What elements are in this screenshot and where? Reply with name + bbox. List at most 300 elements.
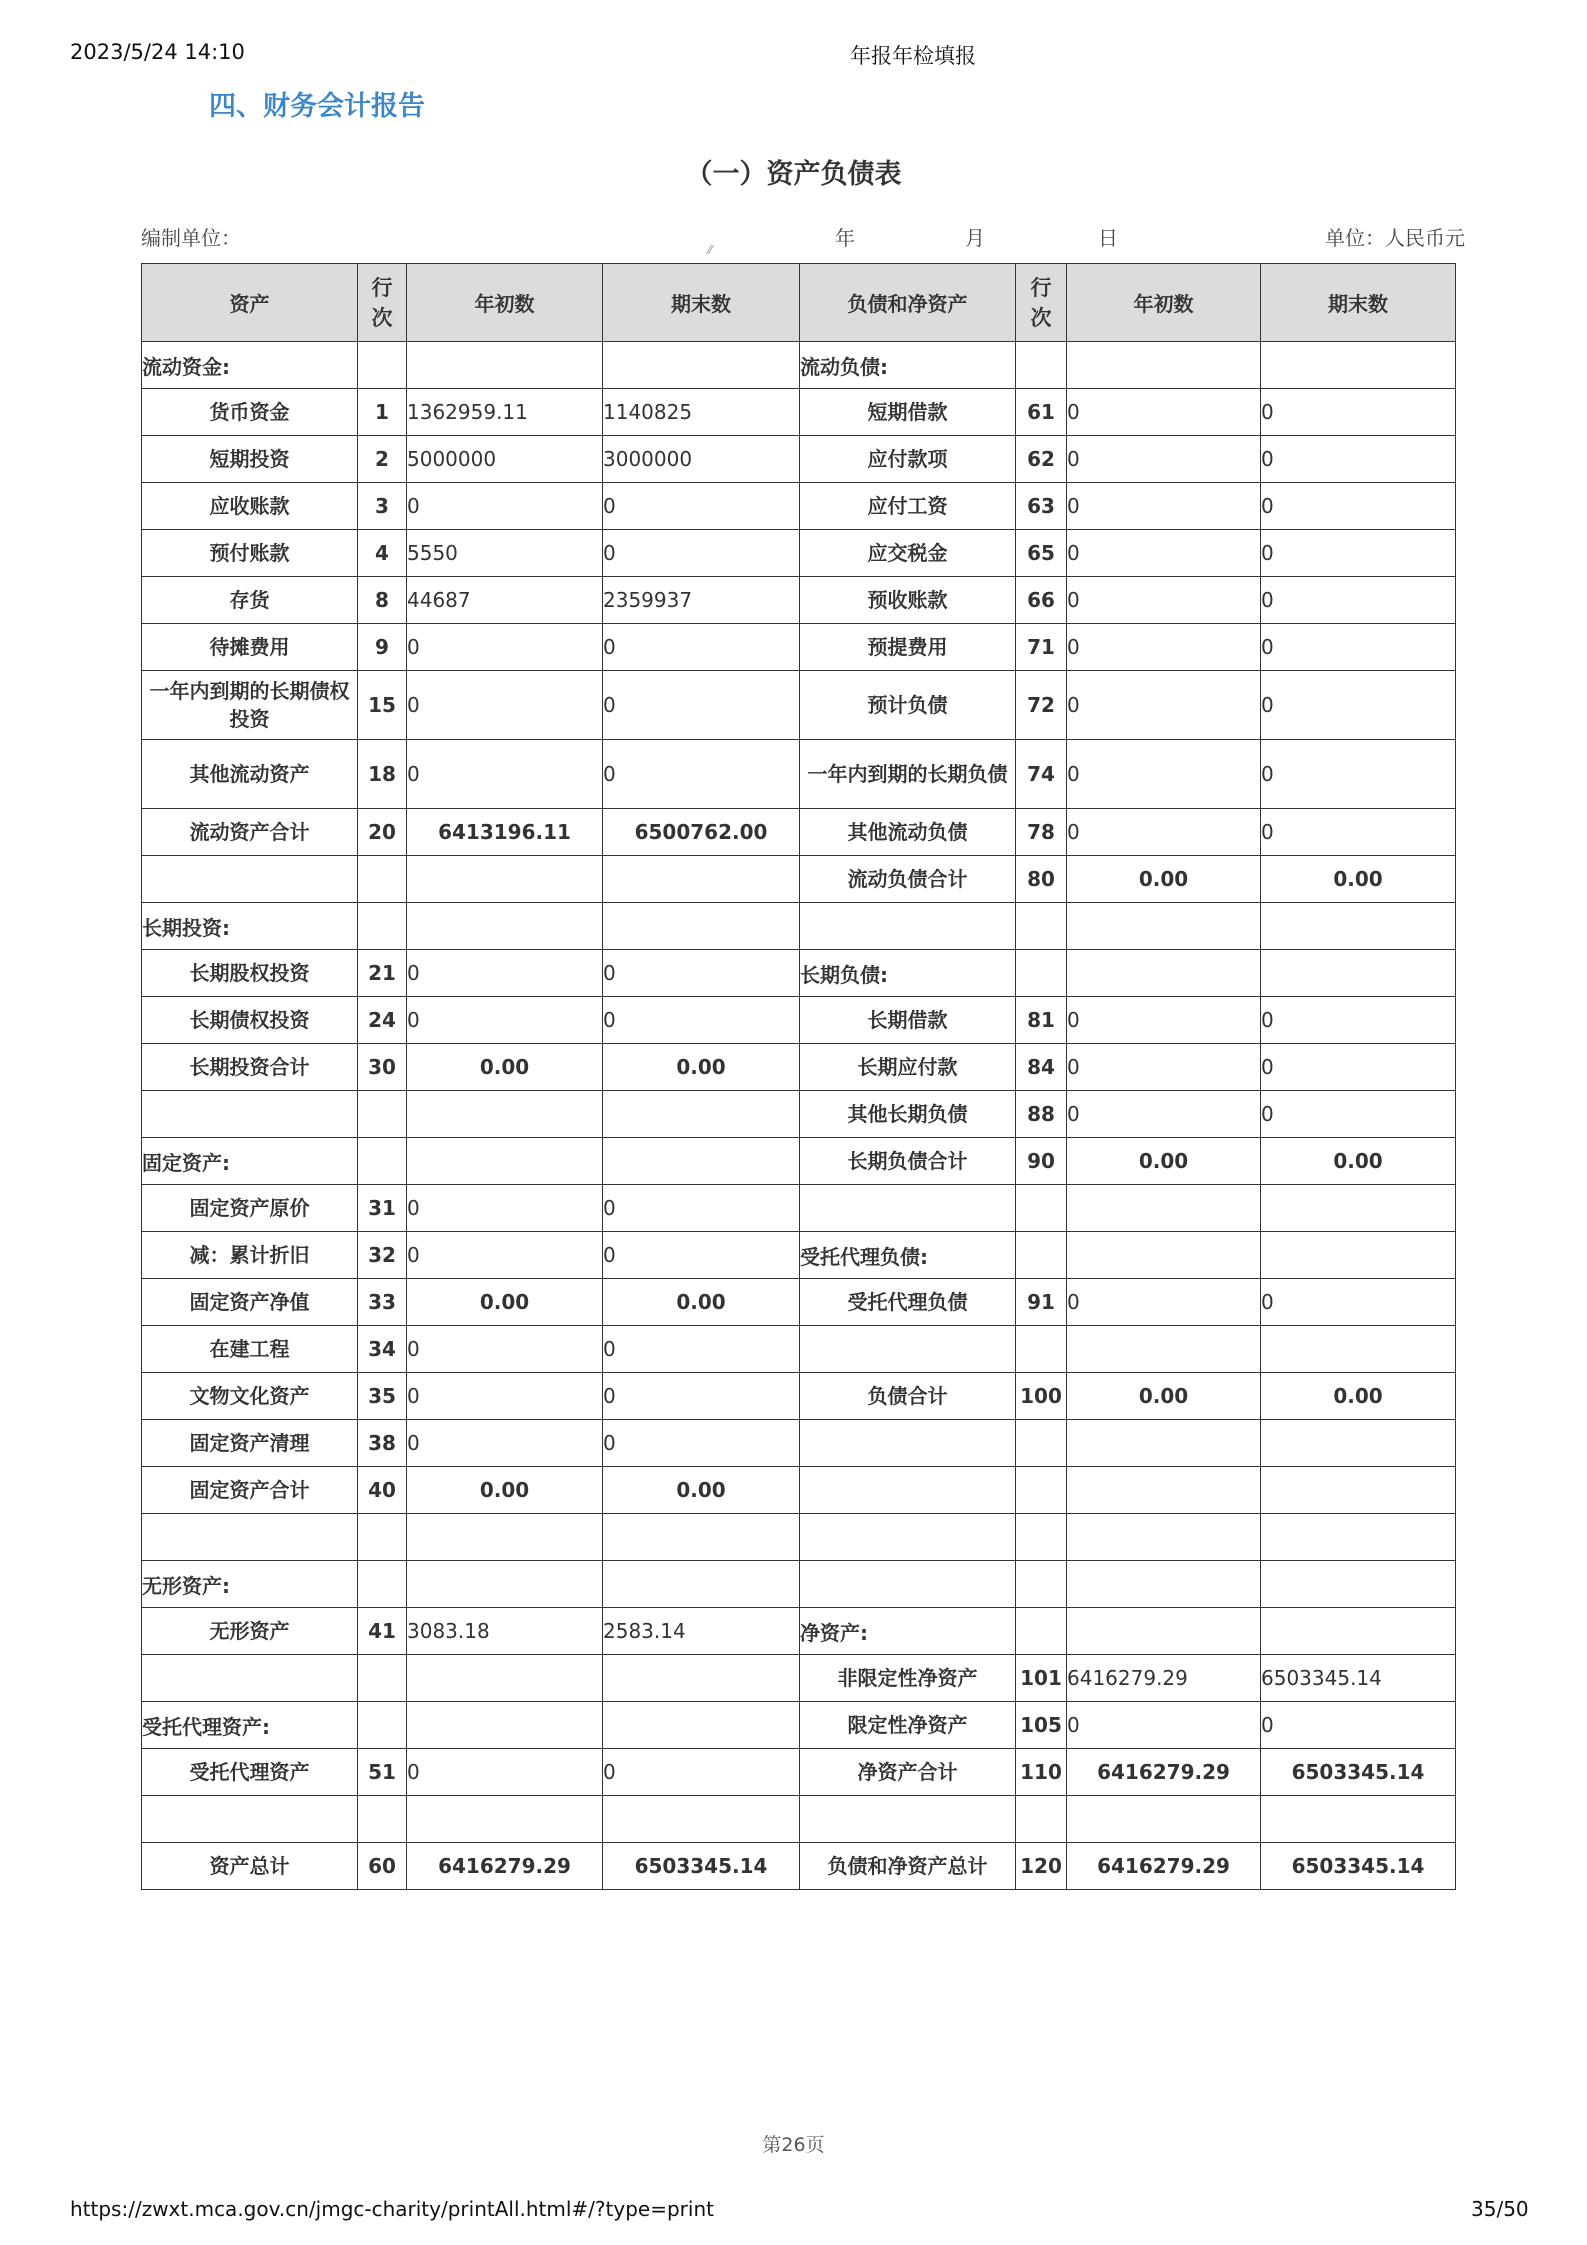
line-number: 8 — [358, 577, 407, 624]
end-value — [603, 903, 800, 950]
line-number: 51 — [358, 1749, 407, 1796]
item-label: 负债合计 — [800, 1373, 1016, 1420]
table-row — [142, 671, 1456, 740]
category-label: 无形资产: — [142, 1561, 358, 1608]
end-value: 0 — [603, 1185, 800, 1232]
item-label — [800, 1796, 1016, 1843]
end-value — [603, 1514, 800, 1561]
begin-value: 0 — [1067, 809, 1261, 856]
line-number: 74 — [1016, 740, 1067, 809]
end-value: 0.00 — [603, 1467, 800, 1514]
item-label: 应收账款 — [142, 483, 358, 530]
begin-value: 0 — [407, 1373, 603, 1420]
begin-value: 0 — [407, 1420, 603, 1467]
table-row — [142, 1561, 1456, 1608]
begin-value: 0 — [1067, 530, 1261, 577]
item-label — [142, 1091, 358, 1138]
item-label — [800, 1467, 1016, 1514]
end-value: 0 — [603, 530, 800, 577]
begin-value: 0 — [1067, 671, 1261, 740]
item-label: 长期应付款 — [800, 1044, 1016, 1091]
line-number: 41 — [358, 1608, 407, 1655]
item-label — [142, 1796, 358, 1843]
end-value: 0.00 — [1261, 1373, 1456, 1420]
line-number — [1016, 1561, 1067, 1608]
line-number: 40 — [358, 1467, 407, 1514]
line-number: 81 — [1016, 997, 1067, 1044]
begin-value: 5550 — [407, 530, 603, 577]
begin-value — [1067, 1467, 1261, 1514]
line-number — [1016, 1467, 1067, 1514]
line-number — [1016, 1514, 1067, 1561]
end-value: 0.00 — [603, 1279, 800, 1326]
end-value — [1261, 1561, 1456, 1608]
begin-value: 0 — [407, 671, 603, 740]
begin-value — [1067, 1514, 1261, 1561]
end-value: 0 — [1261, 740, 1456, 809]
item-label: 一年内到期的长期债权投资 — [142, 671, 358, 740]
begin-value: 1362959.11 — [407, 389, 603, 436]
line-number: 120 — [1016, 1843, 1067, 1890]
line-number: 72 — [1016, 671, 1067, 740]
begin-value: 0.00 — [1067, 1138, 1261, 1185]
table-row — [142, 1279, 1456, 1326]
end-value: 0 — [603, 1232, 800, 1279]
end-value — [603, 342, 800, 389]
begin-value: 0.00 — [407, 1279, 603, 1326]
end-value — [603, 1561, 800, 1608]
end-value: 1140825 — [603, 389, 800, 436]
line-number: 21 — [358, 950, 407, 997]
item-label: 短期借款 — [800, 389, 1016, 436]
begin-value: 0 — [1067, 740, 1261, 809]
line-number: 90 — [1016, 1138, 1067, 1185]
line-number — [358, 1138, 407, 1185]
item-label: 无形资产 — [142, 1608, 358, 1655]
begin-value — [407, 1655, 603, 1702]
item-label — [800, 1185, 1016, 1232]
line-number: 24 — [358, 997, 407, 1044]
line-number: 80 — [1016, 856, 1067, 903]
category-label: 受托代理资产: — [142, 1702, 358, 1749]
item-label: 受托代理负债 — [800, 1279, 1016, 1326]
print-datetime: 2023/5/24 14:10 — [70, 40, 245, 64]
begin-value: 0.00 — [1067, 856, 1261, 903]
header-line-right — [1016, 264, 1067, 342]
end-value: 0 — [1261, 530, 1456, 577]
table-header-row — [142, 264, 1456, 342]
line-number: 33 — [358, 1279, 407, 1326]
line-number: 9 — [358, 624, 407, 671]
end-value: 0 — [603, 671, 800, 740]
item-label: 负债和净资产总计 — [800, 1843, 1016, 1890]
line-number: 65 — [1016, 530, 1067, 577]
footer-page-count: 35/50 — [1471, 2197, 1529, 2221]
begin-value: 0 — [407, 624, 603, 671]
category-label: 长期负债: — [800, 950, 1016, 997]
item-label — [800, 1326, 1016, 1373]
line-number: 61 — [1016, 389, 1067, 436]
item-label: 长期投资合计 — [142, 1044, 358, 1091]
line-number: 60 — [358, 1843, 407, 1890]
begin-value: 0 — [407, 1185, 603, 1232]
month-label: 月 — [965, 226, 985, 250]
item-label — [800, 1420, 1016, 1467]
end-value: 0 — [1261, 436, 1456, 483]
item-label — [142, 1514, 358, 1561]
end-value: 0 — [1261, 809, 1456, 856]
begin-value: 6416279.29 — [407, 1843, 603, 1890]
line-number: 105 — [1016, 1702, 1067, 1749]
end-value: 0 — [1261, 1279, 1456, 1326]
table-title: （一）资产负债表 — [685, 159, 902, 190]
end-value: 6503345.14 — [1261, 1843, 1456, 1890]
item-label: 减：累计折旧 — [142, 1232, 358, 1279]
begin-value — [1067, 950, 1261, 997]
begin-value: 0.00 — [407, 1467, 603, 1514]
item-label: 资产总计 — [142, 1843, 358, 1890]
table-row — [142, 740, 1456, 809]
line-number: 15 — [358, 671, 407, 740]
category-label: 流动资金: — [142, 342, 358, 389]
end-value — [1261, 1796, 1456, 1843]
item-label — [142, 1655, 358, 1702]
item-label: 其他流动资产 — [142, 740, 358, 809]
end-value: 3000000 — [603, 436, 800, 483]
table-row — [142, 1843, 1456, 1890]
item-label: 长期负债合计 — [800, 1138, 1016, 1185]
table-row — [142, 1091, 1456, 1138]
line-number — [1016, 1185, 1067, 1232]
table-row — [142, 577, 1456, 624]
item-label: 长期债权投资 — [142, 997, 358, 1044]
item-label: 净资产合计 — [800, 1749, 1016, 1796]
line-number: 100 — [1016, 1373, 1067, 1420]
line-number — [358, 1702, 407, 1749]
end-value: 2359937 — [603, 577, 800, 624]
line-number: 91 — [1016, 1279, 1067, 1326]
begin-value — [1067, 342, 1261, 389]
end-value — [1261, 903, 1456, 950]
begin-value: 0 — [407, 1232, 603, 1279]
end-value: 6503345.14 — [1261, 1749, 1456, 1796]
item-label — [800, 1514, 1016, 1561]
end-value: 0.00 — [1261, 856, 1456, 903]
print-doc-title: 年报年检填报 — [850, 44, 976, 68]
line-number — [1016, 1232, 1067, 1279]
header-line-text: 行 次 — [371, 275, 393, 330]
table-row — [142, 1185, 1456, 1232]
category-label: 受托代理负债: — [800, 1232, 1016, 1279]
begin-value — [1067, 1420, 1261, 1467]
item-label: 应付款项 — [800, 436, 1016, 483]
table-row — [142, 809, 1456, 856]
begin-value — [1067, 1185, 1261, 1232]
table-row — [142, 997, 1456, 1044]
line-number: 101 — [1016, 1655, 1067, 1702]
item-label: 货币资金 — [142, 389, 358, 436]
begin-value: 0 — [1067, 624, 1261, 671]
end-value — [1261, 1514, 1456, 1561]
item-label: 预付账款 — [142, 530, 358, 577]
item-label — [142, 856, 358, 903]
end-value: 0 — [1261, 1702, 1456, 1749]
end-value: 0 — [603, 1749, 800, 1796]
end-value — [1261, 1467, 1456, 1514]
begin-value — [1067, 1326, 1261, 1373]
begin-value: 0 — [1067, 436, 1261, 483]
begin-value — [407, 1702, 603, 1749]
table-row — [142, 1232, 1456, 1279]
line-number: 20 — [358, 809, 407, 856]
begin-value: 6416279.29 — [1067, 1843, 1261, 1890]
table-row — [142, 1373, 1456, 1420]
line-number: 4 — [358, 530, 407, 577]
header-line-right-text: 行 次 — [1030, 275, 1052, 330]
begin-value — [407, 1561, 603, 1608]
item-label: 预提费用 — [800, 624, 1016, 671]
balance-sheet-table — [141, 263, 1456, 1890]
line-number — [358, 1655, 407, 1702]
table-row — [142, 530, 1456, 577]
begin-value — [407, 856, 603, 903]
table-row — [142, 624, 1456, 671]
header-liabilities: 负债和净资产 — [800, 264, 1016, 342]
end-value: 0 — [603, 997, 800, 1044]
begin-value: 0 — [407, 950, 603, 997]
begin-value — [407, 1138, 603, 1185]
end-value: 0 — [603, 624, 800, 671]
header-begin-right: 年初数 — [1067, 264, 1261, 342]
item-label: 流动资产合计 — [142, 809, 358, 856]
line-number — [358, 856, 407, 903]
begin-value — [407, 903, 603, 950]
item-label: 短期投资 — [142, 436, 358, 483]
item-label: 应交税金 — [800, 530, 1016, 577]
resize-handle-icon[interactable]: ⁄⁄ — [708, 243, 713, 257]
begin-value: 0 — [407, 997, 603, 1044]
begin-value: 6416279.29 — [1067, 1749, 1261, 1796]
table-row — [142, 1420, 1456, 1467]
item-label: 预收账款 — [800, 577, 1016, 624]
line-number: 35 — [358, 1373, 407, 1420]
line-number — [1016, 1420, 1067, 1467]
footer-url: https://zwxt.mca.gov.cn/jmgc-charity/printAll.html#/?type=print — [70, 2197, 714, 2221]
end-value: 0.00 — [1261, 1138, 1456, 1185]
item-label: 固定资产合计 — [142, 1467, 358, 1514]
table-row — [142, 342, 1456, 389]
begin-value: 0 — [407, 740, 603, 809]
end-value: 0 — [603, 1420, 800, 1467]
begin-value — [1067, 1561, 1261, 1608]
category-label: 流动负债: — [800, 342, 1016, 389]
section-title: 四、财务会计报告 — [209, 91, 425, 122]
line-number: 62 — [1016, 436, 1067, 483]
begin-value — [1067, 903, 1261, 950]
table-row — [142, 1655, 1456, 1702]
table-row — [142, 1608, 1456, 1655]
table-row — [142, 1702, 1456, 1749]
item-label: 长期借款 — [800, 997, 1016, 1044]
item-label: 其他流动负债 — [800, 809, 1016, 856]
item-label: 文物文化资产 — [142, 1373, 358, 1420]
item-label: 应付工资 — [800, 483, 1016, 530]
table-row — [142, 483, 1456, 530]
line-number — [358, 1091, 407, 1138]
item-label: 长期股权投资 — [142, 950, 358, 997]
line-number: 66 — [1016, 577, 1067, 624]
item-label: 固定资产原价 — [142, 1185, 358, 1232]
item-label: 一年内到期的长期负债 — [800, 740, 1016, 809]
line-number — [1016, 1796, 1067, 1843]
end-value: 0.00 — [603, 1044, 800, 1091]
line-number — [358, 1796, 407, 1843]
begin-value: 0 — [1067, 1702, 1261, 1749]
item-label: 在建工程 — [142, 1326, 358, 1373]
begin-value: 0 — [1067, 1279, 1261, 1326]
line-number — [1016, 903, 1067, 950]
end-value — [603, 1702, 800, 1749]
end-value — [1261, 342, 1456, 389]
category-label: 长期投资: — [142, 903, 358, 950]
item-label: 固定资产净值 — [142, 1279, 358, 1326]
line-number — [1016, 1608, 1067, 1655]
table-row — [142, 389, 1456, 436]
end-value: 0 — [603, 1373, 800, 1420]
end-value: 0 — [1261, 483, 1456, 530]
line-number — [358, 1514, 407, 1561]
item-label: 受托代理资产 — [142, 1749, 358, 1796]
begin-value — [407, 342, 603, 389]
end-value: 0 — [603, 950, 800, 997]
table-row — [142, 1044, 1456, 1091]
header-end: 期末数 — [603, 264, 800, 342]
category-label: 固定资产: — [142, 1138, 358, 1185]
table-row — [142, 1326, 1456, 1373]
line-number — [358, 903, 407, 950]
header-end-right: 期末数 — [1261, 264, 1456, 342]
line-number — [358, 342, 407, 389]
table-row — [142, 1138, 1456, 1185]
line-number: 1 — [358, 389, 407, 436]
end-value — [1261, 950, 1456, 997]
header-line — [358, 264, 407, 342]
line-number: 30 — [358, 1044, 407, 1091]
line-number: 63 — [1016, 483, 1067, 530]
begin-value — [1067, 1232, 1261, 1279]
begin-value — [1067, 1608, 1261, 1655]
table-row — [142, 856, 1456, 903]
end-value — [1261, 1326, 1456, 1373]
end-value — [1261, 1232, 1456, 1279]
line-number: 18 — [358, 740, 407, 809]
end-value: 6503345.14 — [1261, 1655, 1456, 1702]
item-label: 其他长期负债 — [800, 1091, 1016, 1138]
category-label: 净资产: — [800, 1608, 1016, 1655]
line-number: 88 — [1016, 1091, 1067, 1138]
table-row — [142, 950, 1456, 997]
begin-value — [407, 1796, 603, 1843]
begin-value: 5000000 — [407, 436, 603, 483]
end-value — [603, 1655, 800, 1702]
begin-value: 0 — [1067, 997, 1261, 1044]
begin-value: 0.00 — [1067, 1373, 1261, 1420]
end-value — [1261, 1608, 1456, 1655]
table-row — [142, 903, 1456, 950]
begin-value: 0 — [1067, 389, 1261, 436]
begin-value: 0 — [1067, 577, 1261, 624]
end-value: 0 — [1261, 1044, 1456, 1091]
line-number: 110 — [1016, 1749, 1067, 1796]
begin-value — [1067, 1796, 1261, 1843]
item-label: 非限定性净资产 — [800, 1655, 1016, 1702]
page-number-label: 第26页 — [762, 2134, 825, 2156]
line-number — [1016, 342, 1067, 389]
end-value: 0 — [1261, 671, 1456, 740]
begin-value: 0 — [1067, 483, 1261, 530]
end-value: 2583.14 — [603, 1608, 800, 1655]
year-label: 年 — [835, 226, 855, 250]
line-number: 84 — [1016, 1044, 1067, 1091]
end-value — [603, 856, 800, 903]
end-value — [1261, 1185, 1456, 1232]
end-value: 0 — [1261, 624, 1456, 671]
table-row — [142, 1749, 1456, 1796]
table-row — [142, 1467, 1456, 1514]
line-number: 78 — [1016, 809, 1067, 856]
item-label: 预计负债 — [800, 671, 1016, 740]
day-label: 日 — [1098, 226, 1118, 250]
begin-value: 0 — [407, 1749, 603, 1796]
end-value — [1261, 1420, 1456, 1467]
begin-value: 44687 — [407, 577, 603, 624]
line-number — [358, 1561, 407, 1608]
header-asset: 资产 — [142, 264, 358, 342]
begin-value: 0 — [1067, 1044, 1261, 1091]
item-label: 流动负债合计 — [800, 856, 1016, 903]
end-value: 0 — [1261, 1091, 1456, 1138]
currency-unit: 单位：人民币元 — [1325, 226, 1465, 250]
line-number: 32 — [358, 1232, 407, 1279]
end-value — [603, 1138, 800, 1185]
table-row — [142, 1796, 1456, 1843]
begin-value: 0 — [407, 483, 603, 530]
begin-value: 3083.18 — [407, 1608, 603, 1655]
end-value — [603, 1091, 800, 1138]
begin-value — [407, 1091, 603, 1138]
begin-value: 0.00 — [407, 1044, 603, 1091]
item-label — [800, 1561, 1016, 1608]
end-value: 0 — [603, 740, 800, 809]
end-value: 0 — [1261, 389, 1456, 436]
item-label: 限定性净资产 — [800, 1702, 1016, 1749]
begin-value — [407, 1514, 603, 1561]
item-label: 固定资产清理 — [142, 1420, 358, 1467]
line-number: 38 — [358, 1420, 407, 1467]
line-number: 71 — [1016, 624, 1067, 671]
end-value: 6503345.14 — [603, 1843, 800, 1890]
line-number — [1016, 1326, 1067, 1373]
line-number: 34 — [358, 1326, 407, 1373]
end-value: 0 — [1261, 997, 1456, 1044]
end-value — [603, 1796, 800, 1843]
begin-value: 0 — [1067, 1091, 1261, 1138]
item-label: 待摊费用 — [142, 624, 358, 671]
item-label: 存货 — [142, 577, 358, 624]
line-number: 3 — [358, 483, 407, 530]
begin-value: 6416279.29 — [1067, 1655, 1261, 1702]
end-value: 0 — [1261, 577, 1456, 624]
